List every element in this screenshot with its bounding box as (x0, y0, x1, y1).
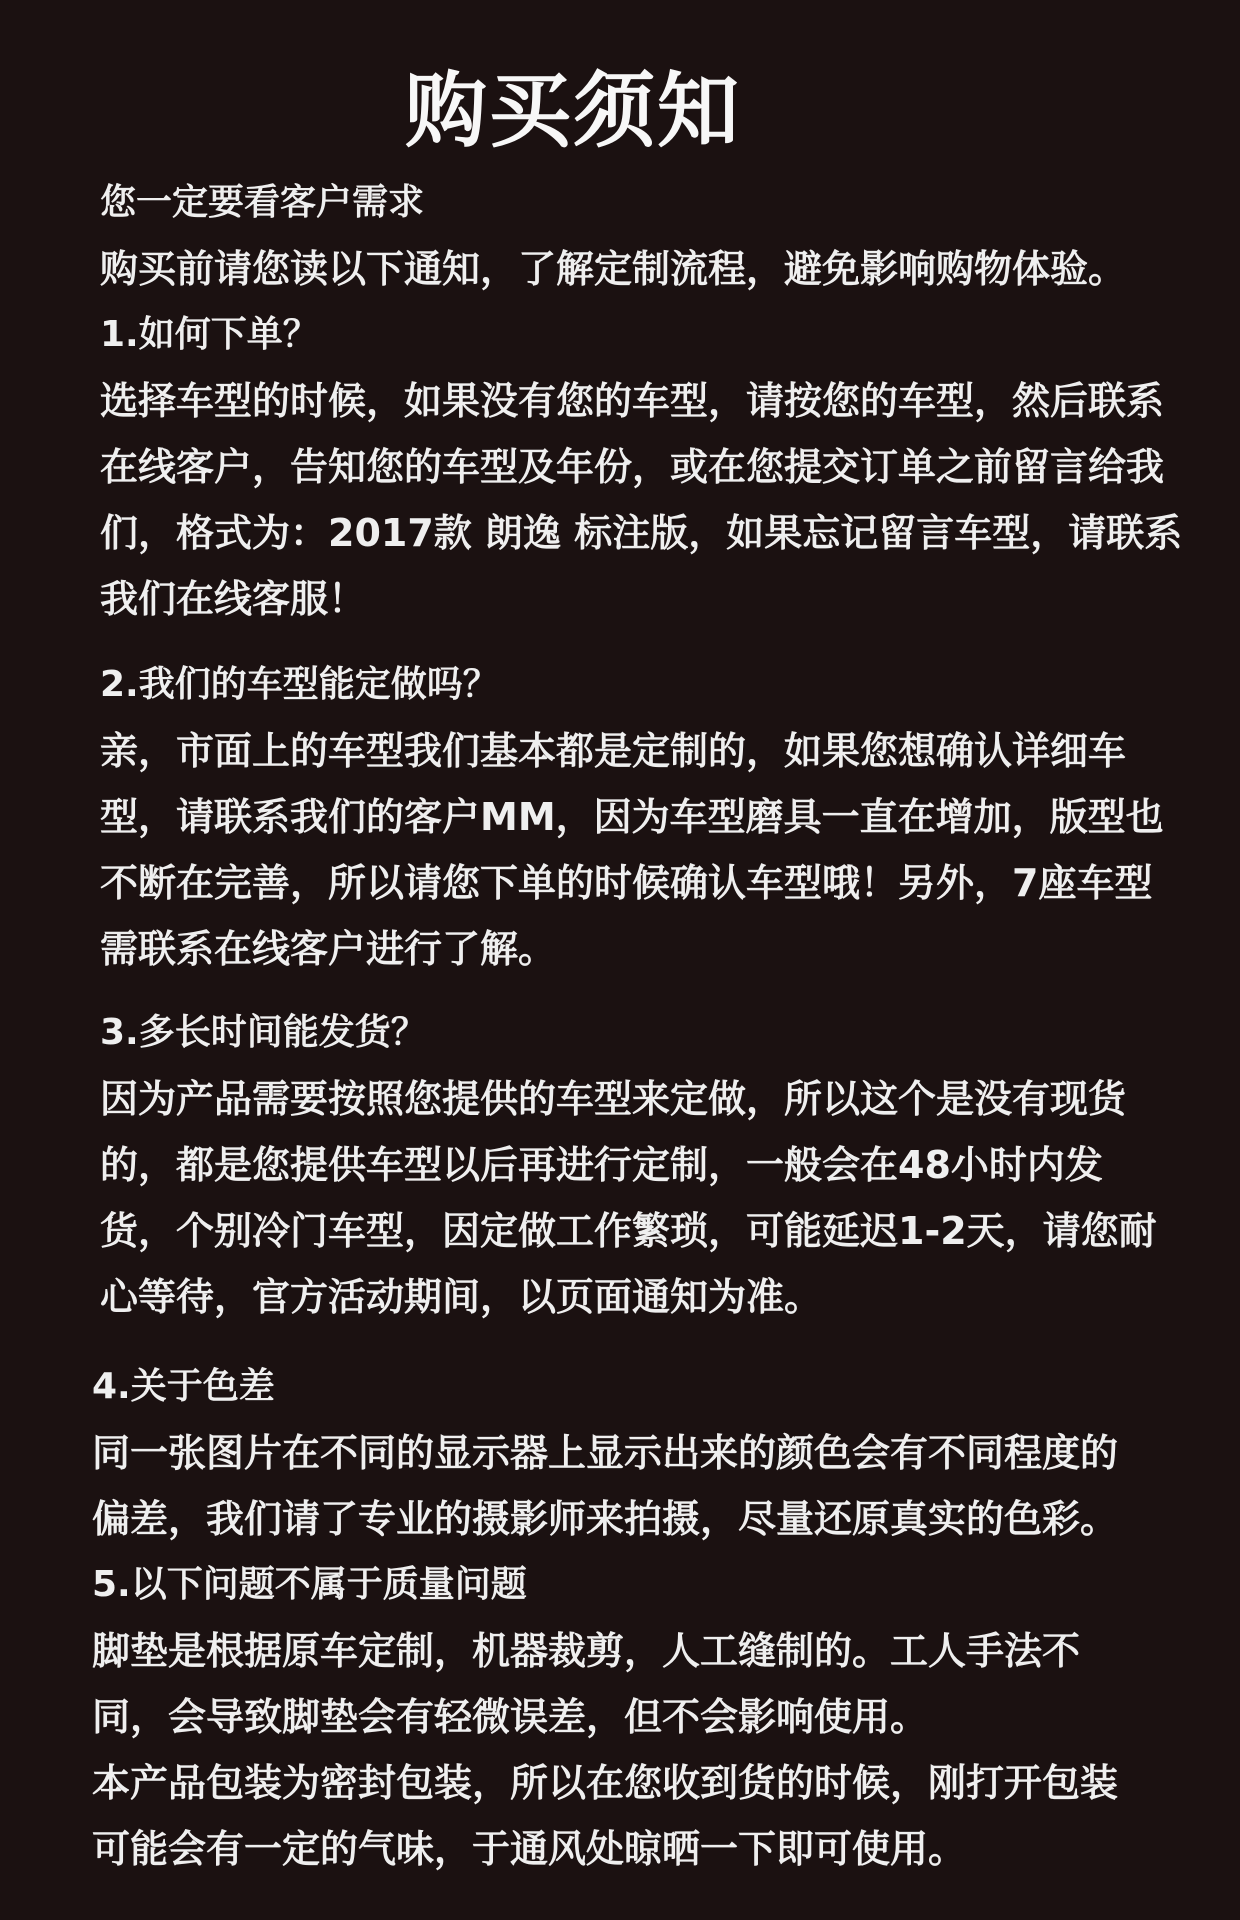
section-heading: 2.我们的车型能定做吗？ (100, 664, 499, 705)
section-heading: 1.如何下单？ (100, 314, 319, 355)
section-line: 脚垫是根据原车定制，机器裁剪，人工缝制的。工人手法不 (92, 1629, 1081, 1673)
section-line: 本产品包装为密封包装，所以在您收到货的时候，刚打开包装 (92, 1761, 1119, 1805)
section-line: 因为产品需要按照您提供的车型来定做，所以这个是没有现货 (100, 1077, 1127, 1121)
section-1 (100, 302, 1190, 632)
section-2 (100, 652, 1190, 982)
section-line: 我们在线客服！ (100, 577, 367, 621)
section-3 (100, 1000, 1190, 1330)
section-line: 选择车型的时候，如果没有您的车型，请按您的车型，然后联系 (100, 379, 1165, 423)
section-line: 心等待，官方活动期间，以页面通知为准。 (100, 1275, 823, 1319)
page-title: 购买须知 (405, 64, 742, 159)
section-line: 需联系在线客户进行了解。 (100, 927, 557, 971)
section-5 (92, 1552, 1182, 1882)
section-4 (92, 1354, 1182, 1552)
section-line: 的，都是您提供车型以后再进行定制，一般会在48小时内发 (100, 1143, 1103, 1187)
section-line: 货，个别冷门车型，因定做工作繁琐，可能延迟1-2天，请您耐 (100, 1209, 1157, 1253)
section-line: 同一张图片在不同的显示器上显示出来的颜色会有不同程度的 (92, 1431, 1119, 1475)
section-line: 不断在完善，所以请您下单的时候确认车型哦！另外，7座车型 (100, 861, 1153, 905)
section-heading: 4.关于色差 (92, 1366, 275, 1407)
section-line: 偏差，我们请了专业的摄影师来拍摄，尽量还原真实的色彩。 (92, 1497, 1119, 1541)
intro-text: 购买前请您读以下通知，了解定制流程，避免影响购物体验。 (100, 247, 1127, 291)
intro-block (100, 170, 1190, 302)
section-line: 可能会有一定的气味，于通风处晾晒一下即可使用。 (92, 1827, 967, 1871)
section-line: 在线客户，告知您的车型及年份，或在您提交订单之前留言给我 (100, 445, 1165, 489)
section-line: 们，格式为：2017款 朗逸 标注版，如果忘记留言车型，请联系 (100, 511, 1183, 555)
section-heading: 3.多长时间能发货？ (100, 1012, 427, 1053)
intro-heading: 您一定要看客户需求 (100, 182, 425, 223)
section-line: 同，会导致脚垫会有轻微误差，但不会影响使用。 (92, 1695, 929, 1739)
section-heading: 5.以下问题不属于质量问题 (92, 1564, 527, 1605)
section-line: 型，请联系我们的客户MM，因为车型磨具一直在增加，版型也 (100, 795, 1164, 839)
section-line: 亲，市面上的车型我们基本都是定制的，如果您想确认详细车 (100, 729, 1127, 773)
